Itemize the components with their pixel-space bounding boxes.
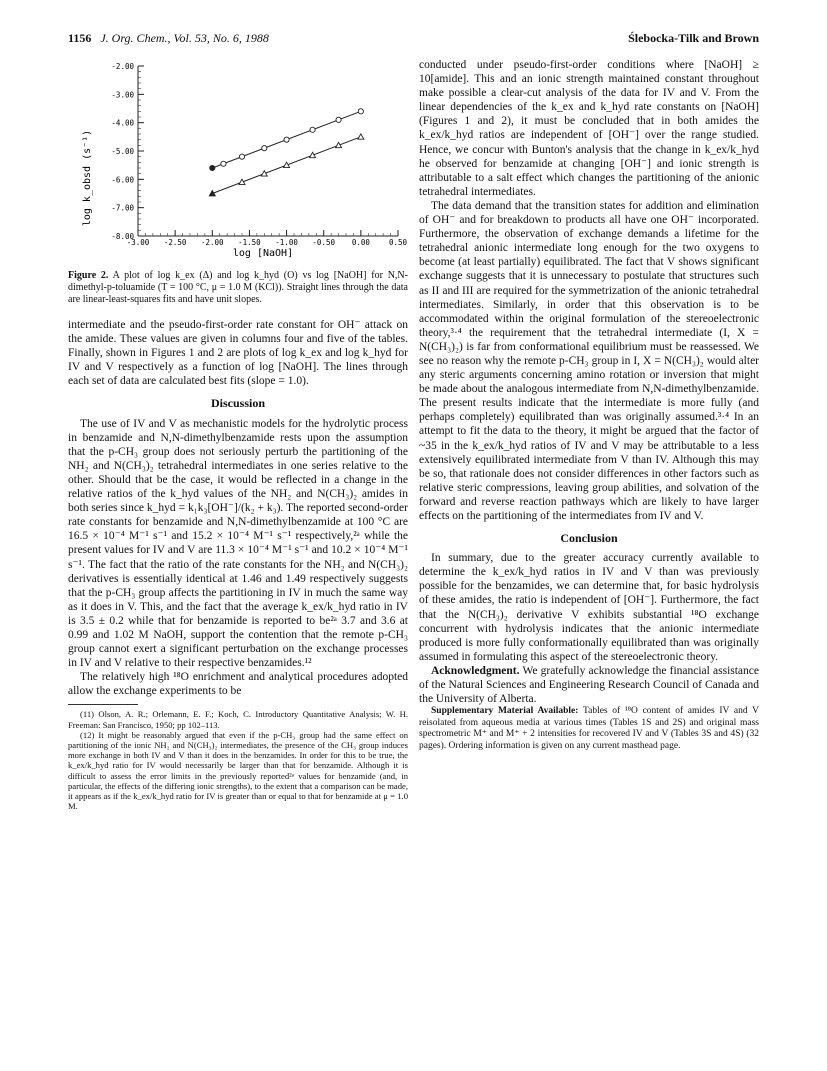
x-tick-label: -3.00 (126, 238, 150, 247)
body-paragraph: The relatively high ¹⁸O enrichment and analytical procedures adopted allow the exchange experiments to be (68, 671, 408, 698)
x-tick-label: -0.50 (312, 238, 336, 247)
plot-marks (209, 109, 364, 196)
acknowledgment (419, 664, 759, 706)
y-tick-label: -2.00 (111, 62, 134, 71)
figure-2-plot (68, 58, 408, 258)
discussion-heading: Discussion (210, 396, 266, 411)
body-paragraph: The use of IV and V as mechanistic models for the hydrolytic process in benzamide and N,N-dimethylbenzamide rests upon the assumption that the p-CH₃ group does not seriously perturb the partitioning of the NH₂ and N(CH₃)₂ tetrahedral intermediates in one series relative to the other. Should that be the case, it would be reflected in a change in the relative ratios of the k_hyd values of the NH₂ and N(CH₃)₂ amides in both series since k_hyd = k₁k₃[OH⁻]/(k₂ + k₃). The reported second-order rate constants for benzamide and N,N-dimethylbenzamide at 100 °C are 16.5 × 10⁻⁴ M⁻¹ s⁻¹ and 15.2 × 10⁻⁴ M⁻¹ s⁻¹ respectively,²ᵃ while the present values for IV and V are 11.3 × 10⁻⁴ M⁻¹ s⁻¹ and 10.2 × 10⁻⁴ M⁻¹ s⁻¹. The fact that the ratio of the rate constants for the NH₂ and N(CH₃)₂ derivatives is essentially identical at 1.46 and 1.49 respectively suggests that the p-CH₃ group affects the partitioning in IV in much the same way as it does in V. This, and the fact that the average k_ex/k_hyd ratio in IV is 3.5 ± 0.2 while that for benzamide is reported to be²ᵃ 3.7 and 3.6 at 0.99 and 1.02 M NaOH, support the contention that the remote p-CH₃ group cannot exert a significant perturbation on the exchange processes in IV and V relative to their respective benzamides.¹² (68, 417, 408, 670)
supplementary-material (419, 706, 759, 752)
y-tick-label: -5.00 (111, 147, 134, 156)
x-tick-label: -2.00 (200, 238, 224, 247)
figure-caption-text: A plot of log k_ex (Δ) and log k_hyd (O) vs log [NaOH] for N,N-dimethyl-p-toluamide (T = 100 °C, μ = 1.0 M (KCl)). Straight lines through the data are linear-least-squares fits and have unit slopes. (68, 270, 408, 305)
figure-2 (68, 58, 408, 268)
y-tick-label: -4.00 (111, 118, 134, 128)
body-paragraph: intermediate and the pseudo-first-order rate constant for OH⁻ attack on the amide. These values are given in columns four and five of the tables. Finally, shown in Figures 1 and 2 are plots of log k_ex and log k_hyd for IV and V respectively as a function of log [NaOH]. The lines through each set of data are calculated best fits (slope = 1.0). (68, 319, 408, 388)
footnote-12: (12) It might be reasonably argued that even if the p-CH₃ group had the same effect on partitioning of the ionic NH₂ and N(CH₃)₂ intermediates, the presence of the CH₃ group induces more exchange in both IV and V than it does in the benzamides. In order for this to be true, the k_ex/k_hyd ratio for IV would necessarily be larger than that for benzamide. Although it is difficult to assess the error limits in the previously reported²ᵃ values for benzamide (and, in particular, the effects of the differing ionic strengths), to the extent that a comparison can be made, it appears as if the k_ex/k_hyd ratio for IV is greater than or equal to that for benzamide at μ = 1.0 M. (68, 729, 408, 812)
data-point-circle (210, 165, 215, 170)
data-point-circle (358, 109, 363, 114)
x-tick-label: -1.00 (275, 238, 298, 247)
x-tick-label: 0.50 (388, 238, 408, 247)
right-column (419, 58, 759, 753)
journal-citation: J. Org. Chem., Vol. 53, No. 6, 1988 (100, 31, 269, 45)
y-tick-label: -3.00 (111, 90, 134, 100)
data-point-circle (310, 127, 315, 132)
y-axis-label: log k_obsd (s⁻¹) (82, 129, 93, 227)
left-column (68, 58, 408, 811)
y-tick-label: -8.00 (111, 232, 134, 241)
body-paragraph: conducted under pseudo-first-order conditions where [NaOH] ≥ 10[amide]. This and an ionic strength maintained constant throughout make possible a clear-cut analysis of the data for IV and V. From the linear dependencies of the k_ex and k_hyd rate constants on [NaOH] (Figures 1 and 2), it must be concluded that in both amides the k_ex/k_hyd ratios are independent of [OH⁻] over the range studied. Hence, we concur with Bunton's analysis that the change in k_ex/k_hyd he observed for benzamide at changing [OH⁻] and ionic strength is attributable to a salt effect which changes the partitioning of the anionic tetrahedral intermediates. (419, 59, 759, 198)
x-tick-label: -1.50 (238, 238, 261, 247)
figure-label: Figure 2. (68, 270, 109, 281)
acknowledgment-text: We gratefully acknowledge the financial assistance of the Natural Sciences and Engineering Research Council of Canada and the University of Alberta. (419, 664, 759, 706)
data-point-triangle (358, 134, 364, 139)
page-number: 1156 (68, 31, 92, 45)
data-point-circle (221, 161, 226, 166)
plot-axes (111, 62, 407, 247)
x-tick-label: -2.50 (163, 238, 187, 247)
data-point-circle (336, 117, 341, 122)
figure-2-caption (68, 270, 408, 306)
supplementary-text: Tables of ¹⁸O content of amides IV and V reisolated from aqueous media at various times (Tables 1S and 2S) and original mass spectrometric M⁺ and M⁺ + 2 intensities for recovered IV and V (Tables 3S and 4S) (32 pages). Ordering information is given on any current masthead page. (419, 706, 760, 751)
conclusion-heading: Conclusion (560, 531, 618, 546)
acknowledgment-label: Acknowledgment. (431, 664, 520, 677)
footnote-rule (68, 704, 138, 705)
page-header-authors: Ślebocka-Tilk and Brown (628, 31, 759, 45)
page-header-left (68, 31, 269, 46)
y-tick-label: -7.00 (111, 203, 134, 213)
body-paragraph: The data demand that the transition states for addition and elimination of OH⁻ and for breakdown to products all have one OH⁻ incorporated. Furthermore, the observation of exchange demands a lifetime for the tetrahedral anionic intermediate long enough for the two oxygens to become (at least partially) equilibrated. The fact that V shows significant exchange suggests that it is unnecessary to postulate that structures such as II and III are required for the symmetrization of the anionic tetrahedral intermediates. Similarly, in order that this observation is to be accommodated within the original formulation of the stereoelectronic theory,³·⁴ the requirement that the tetrahedral intermediate (I, X = N(CH₃)₂) is far from conformational equilibrium must be reassessed. We see no reason why the remote p-CH₃ group in I, X = N(CH₃)₂ would alter any steric arguments concerning amino rotation or inversion that might be made about the analogous intermediate from N,N-dimethylbenzamide. The present results indicate that the intermediate is more fully (and perhaps completely) equilibrated than was originally assumed.³·⁴ In an attempt to fit the data to the theory, it might be argued that the factor of ~35 in the k_ex/k_hyd ratios of IV and V may be attributable to a less extensively equilibrated intermediate from V than IV. Although this may be so, that rationale does not consider differences in other factors such as relative steric compressions, leaving group abilities, and solvation of the forward and reverse reaction pathways which are likely to have larger effects on the partitioning of the intermediates from IV and V. (419, 199, 759, 522)
data-point-circle (239, 154, 244, 159)
data-point-circle (284, 137, 289, 142)
data-point-circle (262, 146, 267, 151)
y-tick-label: -6.00 (111, 175, 134, 185)
body-paragraph: In summary, due to the greater accuracy currently available to determine the k_ex/k_hyd ratios in IV and V than was previously possible for the benzamides, we can determine that, for basic hydrolysis of these amides, the ratio is independent of [OH⁻]. Furthermore, the fact that the N(CH₃)₂ derivative V exhibits substantial ¹⁸O exchange concurrent with hydrolysis indicates that the anionic intermediate produced is more fully conformationally equilibrated than was originally assumed in formulating this aspect of the stereoelectronic theory. (419, 552, 759, 663)
footnote-11: (11) Olson, A. R.; Orlemann, E. F.; Koch, C. Introductory Quantitative Analysis; W. H. Freeman: San Francisco, 1950; pp 102–113. (68, 709, 408, 730)
x-axis-label: log [NaOH] (232, 248, 294, 258)
x-tick-label: 0.00 (351, 238, 370, 247)
supplementary-label: Supplementary Material Available: (431, 706, 579, 717)
